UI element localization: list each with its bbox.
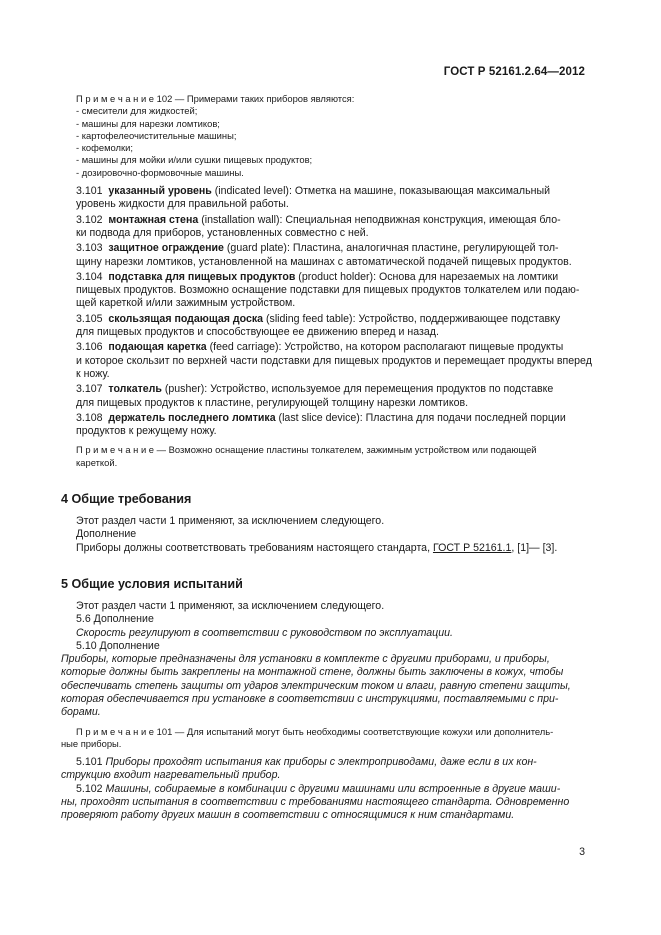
definition-term: монтажная стена: [108, 213, 199, 226]
list-item: - кофемолки;: [76, 142, 133, 154]
definition-text: для пищевых продуктов и способствующее ее движению вперед и назад.: [76, 326, 439, 339]
section-text: Машины, собираемые в комбинации с другими машинами или встроенные в другие маши-: [102, 782, 561, 795]
section-4-body: [76, 515, 585, 555]
section-text: Этот раздел части 1 применяют, за исключением следующего.: [76, 515, 385, 528]
definition-3-106: [76, 341, 592, 381]
note-text: ные приборы.: [61, 737, 122, 749]
section-text: , [1]— [3].: [511, 541, 558, 554]
definition-3-102: [76, 214, 585, 241]
definition-text: щей кареткой и/или зажимным устройством.: [76, 297, 296, 310]
list-item: - машины для нарезки ломтиков;: [76, 117, 220, 129]
section-text: Приборы, которые предназначены для установки в комплекте с другими приборами, и приборы,: [61, 653, 550, 666]
list-item: - смесители для жидкостей;: [76, 105, 198, 117]
page-content: [61, 93, 592, 823]
definition-text: щину нарезки ломтиков, установленной на машинах с автоматической подачей пищевых продуктов.: [76, 255, 572, 268]
definitions-list: [76, 185, 592, 438]
subsection-number: 5.101: [76, 756, 103, 769]
definition-term: указанный уровень: [108, 185, 212, 198]
section-text: ны, проходят испытания в соответствии с требованиями настоящего стандарта. Одновременно: [61, 796, 570, 809]
definition-text: ки подвода для приборов, установленных совместно с ней.: [76, 226, 369, 239]
definition-3-105: [76, 313, 585, 340]
definition-term: подающая каретка: [108, 341, 207, 354]
section-text: которые должны быть закреплены на монтажной стене, должны быть заключены в кожух, чтобы: [61, 666, 564, 679]
definition-text: уровень жидкости для правильной работы.: [76, 198, 289, 211]
list-item: - машины для мойки и/или сушки пищевых продуктов;: [76, 154, 313, 166]
note-101: [61, 725, 585, 751]
section-text: которая обеспечивается при установке в соответствии с инструкциями, поставляемыми с при-: [61, 692, 559, 705]
definition-text: (installation wall): Специальная неподвижная конструкция, имеющая бло-: [198, 213, 561, 226]
standard-link[interactable]: ГОСТ Р 52161.1: [432, 541, 512, 554]
definition-number: 3.104: [76, 270, 103, 283]
section-5-title: 5 Общие условия испытаний: [61, 576, 243, 591]
section-text: Приборы проходят испытания как приборы с электроприводами, даже если в их кон-: [102, 756, 537, 769]
note-label: П р и м е ч а н и е: [76, 444, 155, 456]
note-label: П р и м е ч а н и е: [76, 93, 155, 104]
note-102: [76, 93, 585, 179]
definition-3-104: [76, 271, 585, 311]
definition-text: к ножу.: [76, 367, 110, 380]
definition-text: (feed carriage): Устройство, на котором располагают пищевые продукты: [206, 341, 564, 354]
note-label: П р и м е ч а н и е: [76, 725, 155, 737]
definition-term: скользящая подающая доска: [108, 312, 264, 325]
section-text: Приборы должны соответствовать требованиям настоящего стандарта,: [76, 541, 433, 554]
page-number: 3: [579, 846, 585, 858]
note-text: кареткой.: [76, 456, 118, 468]
definition-text: (guard plate): Пластина, аналогичная пластине, регулирующей тол-: [223, 242, 559, 255]
section-text: Этот раздел части 1 применяют, за исключением следующего.: [76, 599, 385, 612]
note-carriage: [76, 444, 585, 469]
definition-number: 3.106: [76, 341, 103, 354]
note-intro: 102 — Примерами таких приборов являются:: [154, 93, 355, 104]
definition-text: (last slice device): Пластина для подачи последней порции: [275, 411, 566, 424]
definition-number: 3.107: [76, 383, 103, 396]
section-5-tail: [61, 756, 585, 822]
definition-term: подставка для пищевых продуктов: [108, 270, 296, 283]
definition-number: 3.105: [76, 312, 103, 325]
definition-number: 3.101: [76, 185, 103, 198]
list-item: - дозировочно-формовочные машины.: [76, 166, 244, 178]
list-item: - картофелеочистительные машины;: [76, 129, 237, 141]
definition-text: (product holder): Основа для нарезаемых на ломтики: [295, 270, 559, 283]
definition-text: (indicated level): Отметка на машине, показывающая максимальный: [211, 185, 550, 198]
definition-3-107: [76, 383, 585, 410]
subsection-heading: 5.6 Дополнение: [76, 613, 154, 626]
section-text: проверяют работу других машин в соответствии с относящимися к ним стандартами.: [61, 809, 515, 822]
section-text: обеспечивать степень защиты от ударов электрическим током и влаги, равную степени защиты,: [61, 679, 571, 692]
definition-term: защитное ограждение: [108, 242, 224, 255]
definition-term: толкатель: [108, 383, 162, 396]
definition-number: 3.102: [76, 213, 103, 226]
definition-text: пищевых продуктов. Возможно оснащение подставки для пищевых продуктов толкателем или подаю-: [76, 284, 580, 297]
note-text: 101 — Для испытаний могут быть необходимы соответствующие кожухи или дополнитель-: [154, 725, 554, 737]
definition-3-103: [76, 242, 585, 269]
document-number-header: ГОСТ Р 52161.2.64—2012: [443, 66, 585, 78]
definition-3-108: [76, 412, 585, 439]
definition-text: для пищевых продуктов к пластине, регулирующей толщину нарезки ломтиков.: [76, 396, 469, 409]
definition-text: и которое скользит по верхней части подставки для пищевых продуктов и перемещает продукты вперед: [76, 354, 592, 367]
section-5-body: [61, 599, 585, 720]
subsection-heading: 5.10 Дополнение: [76, 639, 160, 652]
section-4-title: 4 Общие требования: [61, 492, 192, 507]
section-text: струкцию входит нагревательный прибор.: [61, 769, 281, 782]
definition-term: держатель последнего ломтика: [108, 411, 276, 424]
subsection-number: 5.102: [76, 782, 103, 795]
definition-text: (sliding feed table): Устройство, поддерживающее подставку: [263, 312, 561, 325]
definition-number: 3.108: [76, 411, 103, 424]
note-text: — Возможно оснащение пластины толкателем, зажимным устройством или подающей: [154, 444, 537, 456]
definition-text: продуктов к режущему ножу.: [76, 425, 217, 438]
definition-3-101: [76, 185, 585, 212]
section-text: борами.: [61, 706, 101, 719]
section-text: Дополнение: [76, 528, 137, 541]
definition-text: (pusher): Устройство, используемое для перемещения продуктов по подставке: [161, 383, 554, 396]
definition-number: 3.103: [76, 242, 103, 255]
section-text: Скорость регулируют в соответствии с руководством по эксплуатации.: [76, 626, 453, 639]
